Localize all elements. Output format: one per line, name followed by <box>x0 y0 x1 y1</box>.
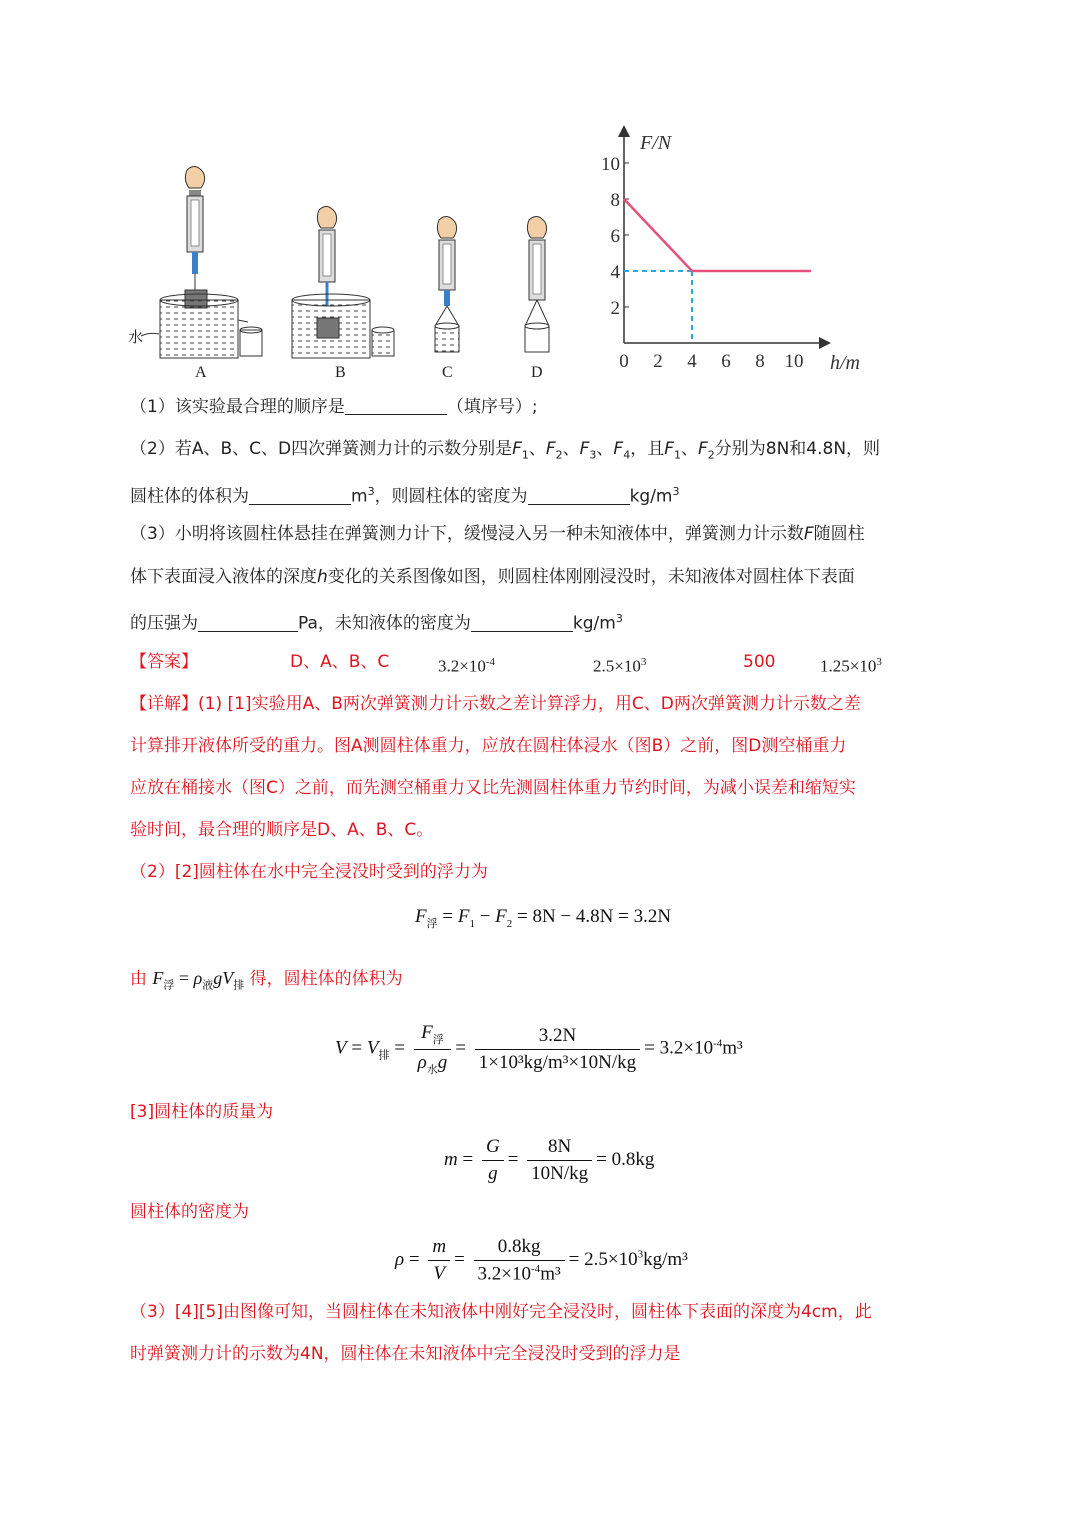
explanation-line-2: 计算排开液体所受的重力。图A测圆柱体重力，应放在圆柱体浸水（图B）之前，图D测空桶重力 <box>130 736 847 756</box>
apparatus-label-b: B <box>335 364 346 381</box>
eq3-nden: 10N/kg <box>531 1163 589 1184</box>
question-1 <box>130 395 538 419</box>
answer-2 <box>438 650 495 679</box>
f3-sub: 3 <box>589 448 597 462</box>
f2-sub: 2 <box>555 448 563 462</box>
q2-text: （2）若A、B、C、D四次弹簧测力计的示数分别是 <box>130 439 513 459</box>
explanation-from-line <box>130 966 403 998</box>
eq3-fnum: G <box>482 1136 504 1161</box>
eq1-s2: 2 <box>506 917 513 930</box>
q3-text-1-end: 随圆柱 <box>813 524 865 544</box>
eq3-fden: g <box>488 1163 498 1184</box>
x-tick-label-10: 10 <box>784 351 804 372</box>
eq1-sub-fu: 浮 <box>426 917 438 930</box>
from-rho: ρ <box>193 968 203 988</box>
answer-2-exp: -4 <box>485 656 496 668</box>
eq2-fnum: F <box>421 1022 433 1043</box>
x-tick-label-2: 2 <box>653 351 663 372</box>
q3-text-2a: 体下表面浸入液体的深度 <box>130 567 317 587</box>
water-label: 水 <box>128 328 144 346</box>
q2-volume-blank[interactable] <box>249 486 351 505</box>
apparatus-d <box>525 216 549 352</box>
answer-3 <box>593 650 646 679</box>
eq1-s1: 1 <box>469 917 475 930</box>
f2-sub-2: 2 <box>707 448 715 462</box>
q2-density-blank[interactable] <box>528 486 630 505</box>
q3-h-symbol: h <box>317 567 328 587</box>
eq4-nden-b: m³ <box>540 1263 561 1285</box>
y-tick-label-8: 8 <box>610 190 620 211</box>
eq2-nnum: 3.2N <box>475 1025 640 1050</box>
q3-text-2b: 变化的关系图像如图，则圆柱体刚刚浸没时，未知液体对圆柱体下表面 <box>327 567 855 587</box>
eq4-result-exp: 3 <box>637 1248 644 1261</box>
eq2-result-unit: m³ <box>722 1037 743 1059</box>
question-3-line-2 <box>130 565 855 589</box>
q2-density-unit: kg/m <box>629 486 673 507</box>
f2-symbol-2: F <box>697 439 708 459</box>
from-v: V <box>222 968 234 988</box>
eq4-rho: ρ <box>395 1249 405 1271</box>
eq2-v2: V <box>366 1037 379 1059</box>
eq4-nnum: 0.8kg <box>474 1236 565 1261</box>
from-g: g <box>213 968 223 988</box>
f3-symbol: F <box>579 439 590 459</box>
q1-suffix: （填序号）; <box>446 397 538 417</box>
eq4-nden-a: 3.2×10 <box>477 1263 532 1285</box>
eq2-v: V <box>335 1037 347 1059</box>
y-axis-label: F/N <box>640 132 672 154</box>
q3-f-symbol: F <box>803 524 814 544</box>
eq4-fraction-symbolic <box>428 1236 450 1285</box>
equation-mass: m = $\frac{G}{g}$ = $\frac{8N}{10N/kg}$ = 0.8kg <box>444 1136 655 1184</box>
eq1-f1: F <box>457 906 470 927</box>
from-text-b: 得，圆柱体的体积为 <box>249 969 403 989</box>
q1-answer-blank[interactable] <box>345 396 447 415</box>
apparatus-a <box>141 166 262 358</box>
eq2-nden: 1×10³kg/m³×10N/kg <box>478 1051 637 1073</box>
series-line-f <box>624 199 811 271</box>
density-label: 圆柱体的密度为 <box>130 1202 249 1222</box>
eq3-result: = 0.8kg <box>596 1148 655 1170</box>
eq1-f: F <box>415 906 427 927</box>
q2-volume-exp: 3 <box>367 485 375 498</box>
eq2-fraction-numeric <box>475 1025 640 1074</box>
f1-symbol-2: F <box>664 439 674 459</box>
eq4-fnum: m <box>428 1236 450 1261</box>
from-sub-pai: 排 <box>233 979 245 992</box>
eq2-fden: ρ <box>417 1051 427 1073</box>
answer-label: 【答案】 <box>130 652 198 672</box>
q3-density-exp: 3 <box>615 612 623 625</box>
eq4-result-unit: kg/m³ <box>643 1249 688 1271</box>
eq2-result-exp: -4 <box>713 1037 723 1050</box>
eq3-nnum: 8N <box>527 1136 592 1161</box>
q3-density-blank[interactable] <box>471 613 573 632</box>
y-tick-label-6: 6 <box>610 226 620 247</box>
eq4-fden: V <box>433 1263 446 1285</box>
eq3-fraction-numeric <box>527 1136 592 1185</box>
question-3-line-3 <box>130 607 623 636</box>
y-tick-label-10: 10 <box>601 154 620 175</box>
equation-volume: $V = V_排$ = $\frac{F_浮}{\rho_水g}$ = $\frac{3.2N}{\text{1×10³kg/m³×10N/kg}}$ = $3.2\times 10^{-4}m^3$ <box>335 1022 743 1076</box>
q2-volume-unit: m <box>351 486 368 507</box>
explanation-q3-line-2: 时弹簧测力计的示数为4N，圆柱体在未知液体中完全浸没时受到的浮力是 <box>130 1344 681 1364</box>
equation-density: ρ = $\frac{m}{V}$ = $\frac{0.8kg}{3.2\times 10^{-4}m^3}$ = $2.5\times 10^3kg/m^3$ <box>395 1236 688 1285</box>
f1-symbol: F <box>512 439 522 459</box>
f1-sub-2: 1 <box>673 448 681 462</box>
from-f: F <box>152 968 164 988</box>
from-equation: $F_浮 = \rho_液gV_排$ <box>152 968 245 992</box>
q3-pressure-text: 的压强为 <box>130 613 198 634</box>
q3-pressure-blank[interactable] <box>198 613 298 632</box>
q1-prefix: （1）该实验最合理的顺序是 <box>130 397 345 417</box>
question-2-line-2 <box>130 480 680 509</box>
f4-sub: 4 <box>623 448 631 462</box>
f1-sub: 1 <box>521 448 529 462</box>
apparatus-label-d: D <box>531 364 543 381</box>
answer-4: 500 <box>743 652 776 672</box>
x-tick-label-6: 6 <box>721 351 731 372</box>
apparatus-c <box>435 216 459 352</box>
x-tick-label-0: 0 <box>619 351 629 372</box>
question-2-line-1: （2）若A、B、C、D四次弹簧测力计的示数分别是$F_1$、$F_2$、$F_3$、$F_4$，且$F_1$、$F_2$分别为8N和4.8N，则 <box>130 439 881 462</box>
apparatus-label-a: A <box>195 364 207 381</box>
q2-density-exp: 3 <box>672 485 680 498</box>
answer-5-value: 1.25×10 <box>820 656 877 676</box>
from-sub-fu: 浮 <box>163 979 175 992</box>
explanation-line-3: 应放在桶接水（图C）之前，而先测空桶重力又比先测圆柱体重力节约时间，为减小误差和缩短实 <box>130 778 856 798</box>
apparatus-label-c: C <box>442 364 453 381</box>
mass-label: [3]圆柱体的质量为 <box>130 1102 274 1122</box>
answer-2-value: 3.2×10 <box>438 656 486 676</box>
answer-3-value: 2.5×10 <box>593 656 641 676</box>
eq2-result: = 3.2×10 <box>644 1037 714 1059</box>
f2-symbol: F <box>545 439 556 459</box>
from-text-a: 由 <box>130 969 147 989</box>
x-tick-label-8: 8 <box>755 351 765 372</box>
answer-5 <box>820 650 882 679</box>
eq1-rest: = 8N − 4.8N = 3.2N <box>517 906 672 927</box>
x-tick-label-4: 4 <box>687 351 697 372</box>
q2-volume-text: 圆柱体的体积为 <box>130 486 249 507</box>
explanation-line-1: 【详解】(1) [1]实验用A、B两次弹簧测力计示数之差计算浮力，用C、D两次弹簧测力计示数之差 <box>130 694 861 714</box>
eq4-result: = 2.5×10 <box>568 1249 638 1271</box>
eq3-m: m <box>444 1148 458 1170</box>
from-sub-ye: 液 <box>202 979 214 992</box>
y-tick-label-4: 4 <box>610 262 620 283</box>
y-tick-label-2: 2 <box>610 298 620 319</box>
eq3-fraction-symbolic <box>482 1136 504 1185</box>
explanation-q3-line-1: （3）[4][5]由图像可知，当圆柱体在未知液体中刚好完全浸没时，圆柱体下表面的深度为4cm，此 <box>130 1302 872 1322</box>
q3-density-unit: kg/m <box>572 613 616 634</box>
apparatus-figure <box>125 160 570 360</box>
explanation-line-4: 验时间，最合理的顺序是D、A、B、C。 <box>130 820 434 840</box>
explanation-line-5: （2）[2]圆柱体在水中完全浸没时受到的浮力为 <box>130 862 488 882</box>
answer-3-exp: 3 <box>640 656 647 668</box>
q2-density-text: ，则圆柱体的密度为 <box>374 486 528 507</box>
eq1-f2: F <box>495 906 507 927</box>
apparatus-b <box>292 206 394 358</box>
q3-density-text: Pa，未知液体的密度为 <box>298 613 471 634</box>
eq2-fden-g: g <box>437 1051 448 1073</box>
eq2-fraction-symbolic <box>414 1022 452 1077</box>
eq4-nden-exp: -4 <box>531 1263 541 1275</box>
force-depth-chart <box>585 125 885 380</box>
eq2-sub-pai: 排 <box>378 1049 390 1062</box>
equation-buoyancy: $F_浮 = F_1 - F_2 = 8N - 4.8N = 3.2N$ <box>415 906 672 930</box>
question-3-line-1 <box>130 522 865 546</box>
q3-text-1: （3）小明将该圆柱体悬挂在弹簧测力计下，缓慢浸入另一种未知液体中，弹簧测力计示数 <box>130 524 804 544</box>
answer-5-exp: 3 <box>876 656 882 668</box>
f4-symbol: F <box>613 439 624 459</box>
x-axis-label: h/m <box>830 352 860 374</box>
q2-text-c: 分别为8N和4.8N，则 <box>714 439 881 459</box>
eq4-fraction-numeric <box>474 1236 565 1285</box>
eq2-fden-sub: 水 <box>426 1063 438 1076</box>
q2-text-b: ，且 <box>630 439 665 459</box>
eq2-fnum-sub: 浮 <box>432 1033 444 1046</box>
answer-1: D、A、B、C <box>290 652 390 672</box>
